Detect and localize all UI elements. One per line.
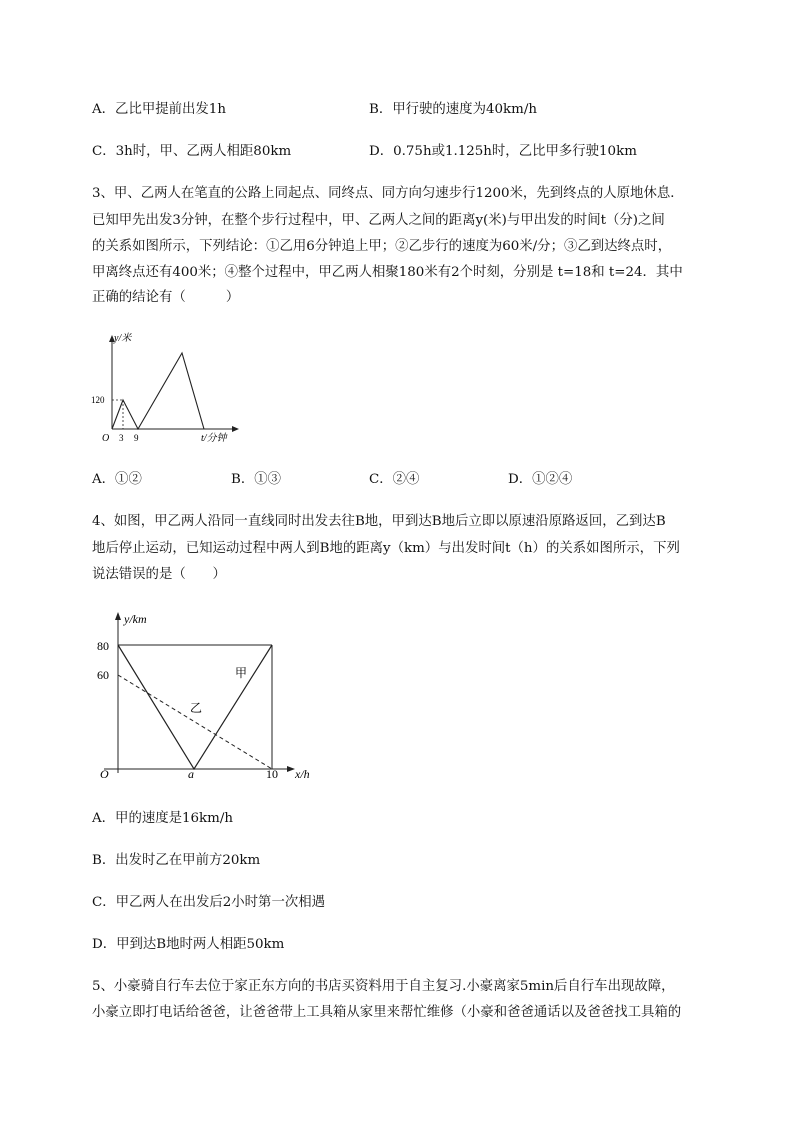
- q3-line-1: 3、甲、乙两人在笔直的公路上同起点、同终点、同方向匀速步行1200米，先到终点的人原地休息．: [92, 186, 684, 201]
- q4-option-b: B．出发时乙在甲前方20km: [92, 853, 261, 868]
- q3-line-4: 甲离终点还有400米；④整个过程中，甲乙两人相聚180米有2个时刻，分别是 t=18和 t=24．其中: [92, 265, 683, 280]
- q4-tick-10: 10: [266, 767, 278, 781]
- q4-tick-60: 60: [97, 668, 109, 682]
- q3-origin-label: O: [102, 433, 110, 444]
- q2-option-c: C．3h时，甲、乙两人相距80km: [92, 144, 292, 159]
- q3-tick-9: 9: [134, 433, 139, 443]
- q3-ylabel: y/米: [114, 333, 132, 344]
- q3-tick-3: 3: [119, 433, 124, 443]
- q4-xlabel: x/h: [295, 767, 310, 781]
- q4-line-2: 地后停止运动，已知运动过程中两人到B地的距离y（km）与出发时间t（h）的关系如图所示，下列: [92, 541, 680, 556]
- q2-option-a: A．乙比甲提前出发1h: [92, 102, 226, 117]
- q3-option-d: D．①②④: [508, 472, 573, 487]
- q4-line-1: 4、如图，甲乙两人沿同一直线同时出发去往B地，甲到达B地后立即以原速沿原路返回，乙到达B: [92, 514, 666, 529]
- q4-option-d: D．甲到达B地时两人相距50km: [92, 937, 285, 952]
- q3-option-c: C．②④: [369, 472, 420, 487]
- q4-yi-line: [118, 675, 272, 769]
- q3-graph-line: [112, 353, 204, 429]
- q4-label-yi: 乙: [190, 701, 203, 715]
- q3-option-b: B．①③: [231, 472, 282, 487]
- q5-line-2: 小豪立即打电话给爸爸，让爸爸带上工具箱从家里来帮忙维修（小豪和爸爸通话以及爸爸找工具箱的: [92, 1005, 682, 1020]
- q4-tick-80: 80: [97, 639, 109, 653]
- q4-tick-a: a: [188, 767, 194, 781]
- q4-distance-time-graph: [90, 605, 330, 785]
- q3-line-3: 的关系如图所示，下列结论：①乙用6分钟追上甲；②乙步行的速度为60米/分；③乙到达终点时，: [92, 239, 672, 254]
- q3-line-2: 已知甲先出发3分钟，在整个步行过程中，甲、乙两人之间的距离y(米)与甲出发的时间t（分)之间: [92, 213, 665, 228]
- q2-option-b: B．甲行驶的速度为40km/h: [369, 102, 537, 117]
- q4-option-c: C．甲乙两人在出发后2小时第一次相遇: [92, 895, 326, 910]
- q4-origin-label: O: [100, 767, 109, 781]
- q5-line-1: 5、小豪骑自行车去位于家正东方向的书店买资料用于自主复习.小豪离家5min后自行车出现故障，: [92, 979, 675, 994]
- q3-line-5: 正确的结论有（ ）: [92, 290, 240, 305]
- q3-distance-time-graph: [85, 325, 265, 450]
- q4-ylabel: y/km: [124, 612, 147, 626]
- q4-option-a: A．甲的速度是16km/h: [92, 811, 233, 826]
- q3-option-a: A．①②: [92, 472, 142, 487]
- q4-line-3: 说法错误的是（ ）: [92, 567, 226, 582]
- q3-xlabel: t/分钟: [201, 433, 227, 444]
- q2-option-d: D．0.75h或1.125h时，乙比甲多行驶10km: [369, 144, 637, 159]
- q4-label-jia: 甲: [235, 666, 248, 680]
- q3-tick-120: 120: [91, 395, 105, 405]
